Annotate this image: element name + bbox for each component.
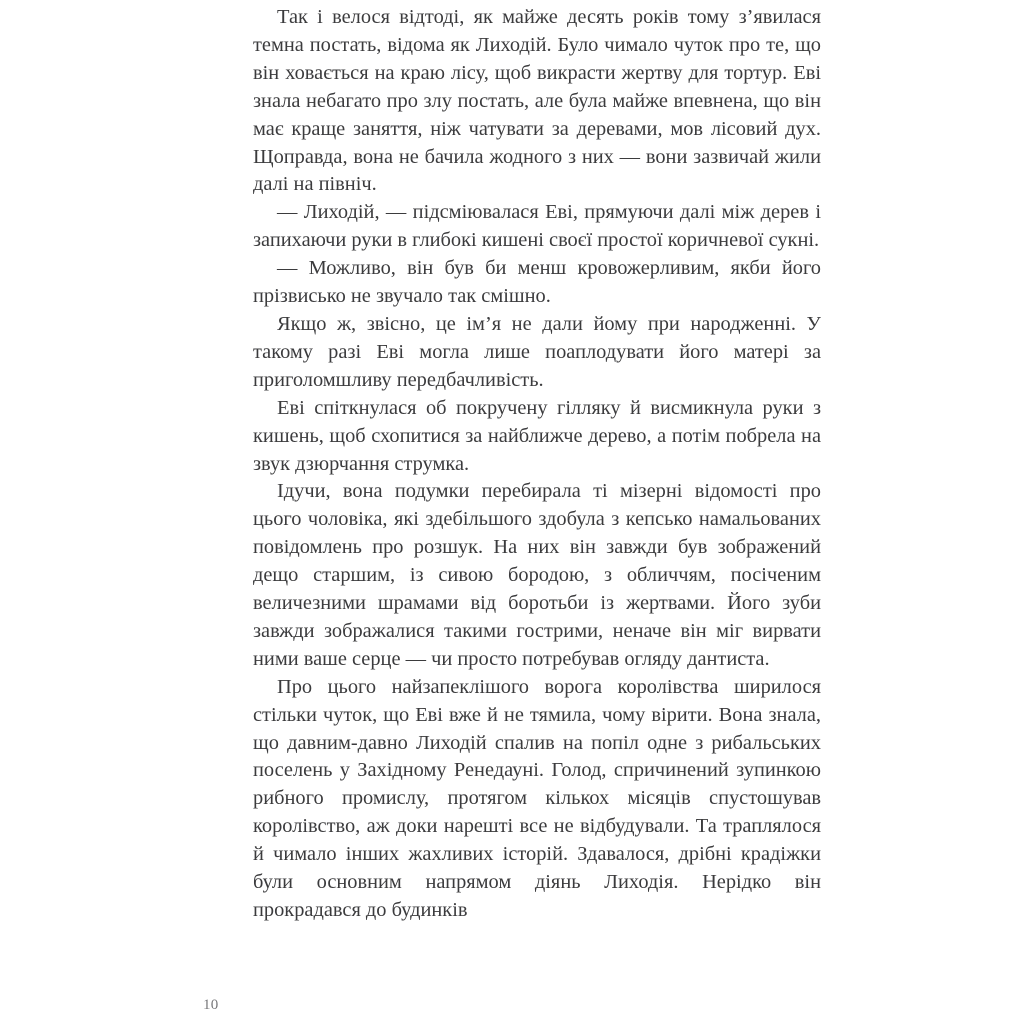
paragraph: Ідучи, вона подумки перебирала ті мізерні відомості про цього чоловіка, які здебільшого здобула з кепсько намальованих повідомлень про розшук. На них він завжди був зображений дещо старшим, із сивою бородою, з обличчям, посіченим величезними шрамами від боротьби із жертвами. Його зуби завжди зображалися такими гострими, неначе він міг вирвати ними ваше серце — чи просто потребував огляду дантиста. xyxy=(253,480,821,670)
page-text-block xyxy=(253,4,821,925)
paragraph: Про цього найзапеклішого ворога королівства ширилося стільки чуток, що Еві вже й не тямила, чому вірити. Вона знала, що давним-давно Лиходій спалив на попіл одне з рибальських поселень у Західному Ренедауні. Голод, спричинений зупинкою рибного промислу, протягом кількох місяців спустошував королівство, аж доки нарешті все не відбудували. Та траплялося й чимало інших жахливих історій. Здавалося, дрібні крадіжки були основним напрямом діянь Лиходія. Нерідко він прокрадався до будинків xyxy=(253,675,821,921)
paragraph: Еві спіткнулася об покручену гілляку й висмикнула руки з кишень, щоб схопитися за найближче дерево, а потім побрела на звук дзюрчання струмка. xyxy=(253,396,821,475)
page-number: 10 xyxy=(203,997,219,1013)
paragraph: Якщо ж, звісно, це ім’я не дали йому при народженні. У такому разі Еві могла лише поаплодувати його матері за приголомшливу передбачливість. xyxy=(253,312,821,391)
paragraph: Так і велося відтоді, як майже десять років тому з’явилася темна постать, відома як Лиходій. Було чимало чуток про те, що він ховається на краю лісу, щоб викрасти жертву для тортур. Еві знала небагато про злу постать, але була майже впевнена, що він має краще заняття, ніж чатувати за деревами, мов лісовий дух. Щоправда, вона не бачила жодного з них — вони зазвичай жили далі на північ. xyxy=(253,6,821,196)
paragraph: — Можливо, він був би менш кровожерливим, якби його прізвисько не звучало так смішно. xyxy=(253,257,821,308)
paragraph: — Лиходій, — підсміювалася Еві, прямуючи далі між дерев і запихаючи руки в глибокі кишені своєї простої коричневої сукні. xyxy=(253,201,821,252)
